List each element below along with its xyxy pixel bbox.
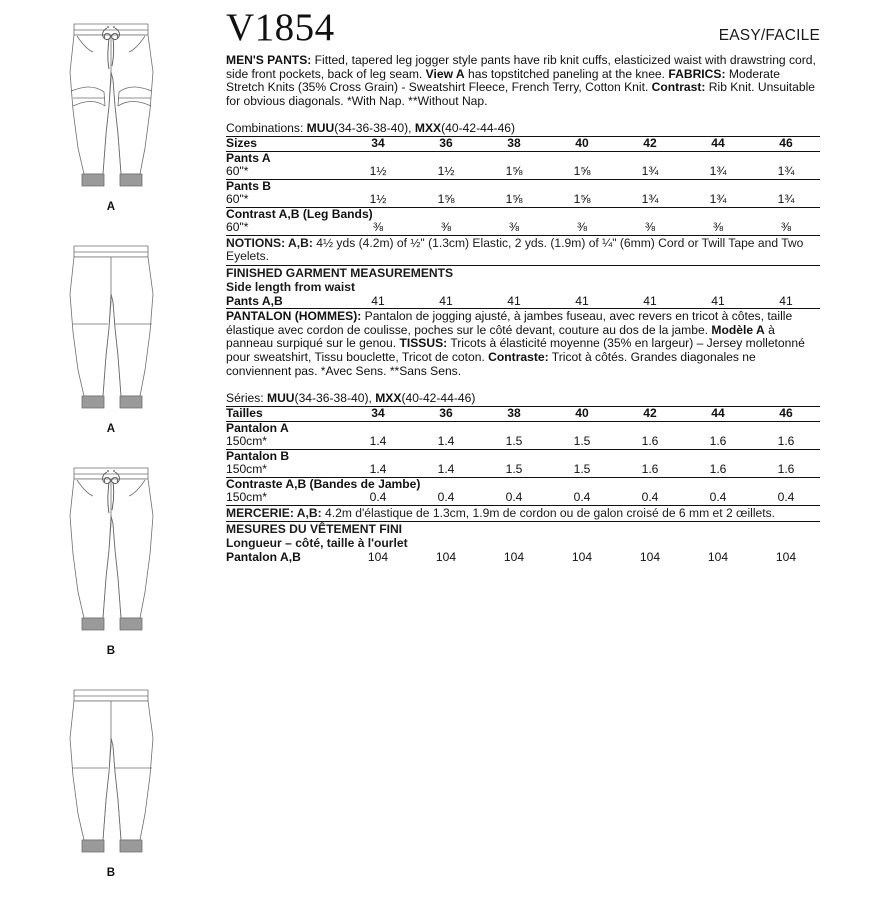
metrage-value: 0.4 [777, 490, 795, 505]
metrage-value: 1.6 [709, 462, 727, 477]
fabric-width-label: 60"* [226, 164, 249, 179]
fgm-value: 104 [435, 549, 457, 564]
english-yardage-table [226, 136, 820, 235]
yardage-value: 1½ [437, 164, 455, 179]
table-header-row [226, 137, 820, 152]
metrage-value: 1.6 [777, 462, 795, 477]
french-fgm-title: MESURES DU VÊTEMENT FINI [226, 522, 403, 537]
table-row [226, 193, 820, 207]
fgm-value: 41 [371, 293, 385, 308]
french-fgm-subtitle: Longueur – côté, taille à l'ourlet [226, 536, 408, 551]
size-column-38: 38 [480, 407, 548, 422]
header [226, 8, 820, 48]
difficulty-badge: EASY/FACILE [718, 27, 820, 44]
table-row [226, 477, 820, 491]
size-column-46: 46 [752, 407, 820, 422]
size-header-label: Sizes [226, 137, 344, 152]
size-column-40: 40 [548, 137, 616, 152]
view-label: A [106, 201, 116, 213]
fabric-width-label: 150cm* [226, 462, 268, 477]
yardage-value: 1¾ [641, 192, 659, 207]
fgm-value: 104 [707, 549, 729, 564]
fgm-value: 41 [779, 293, 793, 308]
french-description: PANTALON (HOMMES): Pantalon de jogging ajusté, à jambes fuseau, avec revers en tricot à côtes, taille élastique avec cordon de coulisse, poches sur le côté devant, couture au dos de la jambe. Modèle A à panneau surpiqué sur le genou. TISSUS: Tricots à élasticité moyenne (35% en largeur) – Jersey molletonné pour sweatshirt, Tissu bouclette, Tricot de coton. Contraste: Tricot à côtés. Grandes diagonales ne conviennent pas. *Avec Sens. **Sans Sens. [226, 309, 805, 378]
yardage-value: 1¾ [709, 192, 727, 207]
page-title: V1854 [226, 6, 335, 49]
table-row [226, 435, 820, 449]
fgm-row-label: Pants A,B [226, 293, 283, 308]
metrage-value: 1.5 [573, 462, 591, 477]
metrage-value: 0.4 [709, 490, 727, 505]
yardage-value: 1⅝ [505, 192, 523, 207]
metrage-value: 1.4 [437, 434, 455, 449]
table-row [226, 207, 820, 221]
group-label: Pants B [226, 179, 820, 193]
group-label: Pants A [226, 151, 820, 165]
fgm-value: 104 [639, 549, 661, 564]
metrage-value: 0.4 [641, 490, 659, 505]
metrage-value: 1.4 [369, 462, 387, 477]
yardage-value: ⅜ [508, 220, 520, 235]
table-row [226, 179, 820, 193]
table-row [226, 449, 820, 463]
metrage-value: 1.5 [505, 434, 523, 449]
fgm-value: 104 [571, 549, 593, 564]
fabric-width-label: 60"* [226, 192, 249, 207]
english-table-body [226, 137, 820, 235]
yardage-value: 1¾ [777, 192, 795, 207]
metrage-value: 1.4 [437, 462, 455, 477]
yardage-value: 1½ [369, 192, 387, 207]
yardage-value: 1⅝ [437, 192, 455, 207]
metrage-value: 1.4 [369, 434, 387, 449]
table-row [226, 463, 820, 477]
fabric-width-label: 150cm* [226, 490, 268, 505]
pants-technical-drawing-a-back [52, 236, 170, 426]
table-header-row [226, 407, 820, 422]
english-fgm-subtitle: Side length from waist [226, 279, 356, 294]
fgm-value: 104 [503, 549, 525, 564]
english-combinations: Combinations: MUU(34-36-38-40), MXX(40-42-44-46) [226, 121, 516, 136]
metrage-value: 1.6 [777, 434, 795, 449]
group-label: Contrast A,B (Leg Bands) [226, 207, 820, 221]
size-column-46: 46 [752, 137, 820, 152]
yardage-value: 1¾ [709, 164, 727, 179]
size-column-36: 36 [412, 407, 480, 422]
view-label: B [106, 867, 116, 879]
illustration-view-b-back [0, 680, 222, 902]
fabric-width-label: 60"* [226, 220, 249, 235]
size-header-label-fr: Tailles [226, 407, 344, 422]
pants-technical-drawing-b-front [52, 458, 170, 648]
view-label: B [106, 645, 116, 657]
fgm-value: 41 [643, 293, 657, 308]
yardage-value: 1⅝ [573, 164, 591, 179]
yardage-value: 1¾ [641, 164, 659, 179]
size-column-34: 34 [344, 137, 412, 152]
yardage-value: ⅜ [712, 220, 724, 235]
illustration-view-a-front [0, 14, 222, 236]
content-column [222, 0, 878, 878]
illustration-column [0, 0, 222, 878]
metrage-value: 1.6 [709, 434, 727, 449]
size-column-38: 38 [480, 137, 548, 152]
metrage-value: 0.4 [505, 490, 523, 505]
size-column-40: 40 [548, 407, 616, 422]
fgm-value: 104 [775, 549, 797, 564]
yardage-value: ⅜ [576, 220, 588, 235]
yardage-value: 1¾ [777, 164, 795, 179]
view-label: A [106, 423, 116, 435]
pants-technical-drawing-b-back [52, 680, 170, 870]
fabric-width-label: 150cm* [226, 434, 268, 449]
yardage-value: 1½ [369, 164, 387, 179]
yardage-value: 1⅝ [573, 192, 591, 207]
pants-technical-drawing-a-front [52, 14, 170, 204]
fgm-value: 41 [711, 293, 725, 308]
french-combinations: Séries: MUU(34-36-38-40), MXX(40-42-44-46) [226, 391, 476, 406]
metrage-value: 1.6 [641, 462, 659, 477]
table-row [226, 151, 820, 165]
fgm-value: 41 [575, 293, 589, 308]
size-column-42: 42 [616, 137, 684, 152]
french-table-body [226, 407, 820, 505]
metrage-value: 1.5 [505, 462, 523, 477]
english-description: MEN'S PANTS: Fitted, tapered leg jogger style pants have rib knit cuffs, elasticized waist with drawstring cord, side front pockets, back of leg seam. View A has topstitched paneling at the knee. FABRICS: Moderate Stretch Knits (35% Cross Grain) - Sweatshirt Fleece, French Terry, Cotton Knit. Contrast: Rib Knit. Unsuitable for obvious diagonals. *With Nap. **Without Nap. [226, 53, 816, 108]
size-column-44: 44 [684, 407, 752, 422]
fgm-value: 41 [507, 293, 521, 308]
fgm-value: 104 [367, 549, 389, 564]
english-finished-measurements-table [226, 295, 820, 309]
english-fgm-title: FINISHED GARMENT MEASUREMENTS [226, 266, 454, 281]
metrage-value: 0.4 [369, 490, 387, 505]
table-row [226, 165, 820, 179]
table-row [226, 421, 820, 435]
table-row [226, 551, 820, 565]
group-label: Pantalon A [226, 421, 820, 435]
size-column-42: 42 [616, 407, 684, 422]
group-label: Contraste A,B (Bandes de Jambe) [226, 477, 820, 491]
illustration-view-b-front [0, 458, 222, 680]
metrage-value: 1.6 [641, 434, 659, 449]
metrage-value: 0.4 [437, 490, 455, 505]
size-column-44: 44 [684, 137, 752, 152]
yardage-value: ⅜ [372, 220, 384, 235]
size-column-36: 36 [412, 137, 480, 152]
yardage-value: ⅜ [440, 220, 452, 235]
french-finished-measurements-table [226, 551, 820, 565]
french-notions: MERCERIE: A,B: 4.2m d'élastique de 1.3cm, 1.9m de cordon ou de galon croisé de 6 mm et 2 œillets. [226, 505, 776, 520]
fgm-value: 41 [439, 293, 453, 308]
size-column-34: 34 [344, 407, 412, 422]
french-yardage-table [226, 406, 820, 505]
illustration-view-a-back [0, 236, 222, 458]
table-row [226, 295, 820, 309]
metrage-value: 1.5 [573, 434, 591, 449]
yardage-value: 1⅝ [505, 164, 523, 179]
english-notions: NOTIONS: A,B: 4½ yds (4.2m) of ½" (1.3cm) Elastic, 2 yds. (1.9m) of ¼" (6mm) Cord or Twill Tape and Two Eyelets. [226, 235, 804, 264]
yardage-value: ⅜ [780, 220, 792, 235]
fgm-row-label-fr: Pantalon A,B [226, 549, 301, 564]
table-row [226, 221, 820, 235]
group-label: Pantalon B [226, 449, 820, 463]
yardage-value: ⅜ [644, 220, 656, 235]
metrage-value: 0.4 [573, 490, 591, 505]
table-row [226, 491, 820, 505]
